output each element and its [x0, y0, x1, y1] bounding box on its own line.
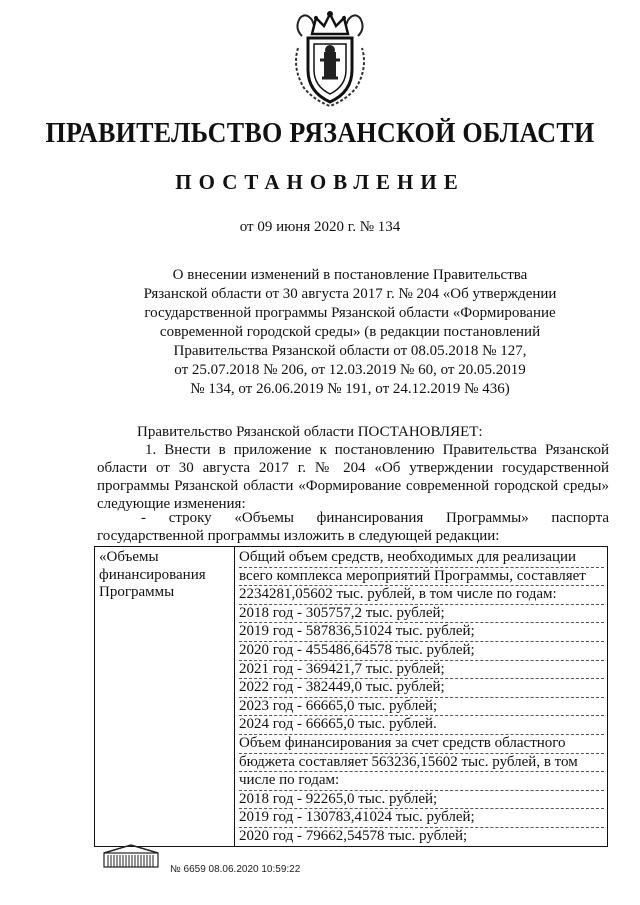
financing-value-cell [235, 547, 608, 847]
registration-stamp: № 6659 08.06.2020 10:59:22 [170, 864, 301, 875]
financing-label-cell [95, 547, 235, 847]
value-line: 2234281,05602 тыс. рублей, в том числе по годам: [239, 586, 604, 605]
label-line: Программы [99, 584, 175, 601]
item-1-text: 1. Внести в приложение к постановлению Правительства Рязанской области от 30 августа 2017 г. № 204 «Об утверждении государственной программы Рязанской области «Формирование современной городской среды» следующие изменения: [97, 442, 609, 512]
document-date-number: от 09 июня 2020 г. № 134 [239, 219, 401, 235]
item-1-subitem [97, 509, 609, 545]
value-line: Общий объем средств, необходимых для реализации [239, 549, 604, 568]
value-line: 2020 год - 455486,64578 тыс. рублей; [239, 642, 604, 661]
value-line: 2023 год - 66665,0 тыс. рублей; [239, 698, 604, 717]
table-row [95, 547, 608, 847]
organization-title: ПРАВИТЕЛЬСТВО РЯЗАНСКОЙ ОБЛАСТИ [45, 118, 595, 149]
value-line: всего комплекса мероприятий Программы, составляет [239, 568, 604, 587]
value-line: 2020 год - 79662,54578 тыс. рублей; [239, 827, 468, 844]
label-line: финансирования [99, 566, 206, 583]
value-line: 2019 год - 130783,41024 тыс. рублей; [239, 809, 604, 828]
value-line: Объем финансирования за счет средств областного [239, 735, 604, 754]
subitem-line: государственной программы изложить в следующей редакции: [97, 528, 500, 544]
coat-of-arms-icon [290, 8, 370, 108]
value-line: числе по годам: [239, 772, 604, 791]
subject-line: государственной программы Рязанской области «Формирование [144, 305, 556, 321]
value-line: 2018 год - 305757,2 тыс. рублей; [239, 605, 604, 624]
label-line: «Объемы [99, 549, 159, 565]
subject-line: О внесении изменений в постановление Правительства [172, 267, 528, 283]
financing-table [94, 546, 608, 847]
value-line: 2024 год - 66665,0 тыс. рублей. [239, 716, 604, 735]
preamble: Правительство Рязанской области ПОСТАНОВЛЯЕТ: [137, 424, 483, 440]
building-barcode-icon [100, 843, 162, 869]
value-line: 2019 год - 587836,51024 тыс. рублей; [239, 623, 604, 642]
subject-line: современной городской среды» (в редакции постановлений [159, 324, 541, 340]
value-line: бюджета составляет 563236,15602 тыс. рублей, в том [239, 754, 604, 773]
subject-line: Правительства Рязанской области от 08.05.2018 № 127, [173, 343, 527, 359]
value-line: 2021 год - 369421,7 тыс. рублей; [239, 661, 604, 680]
subject-line: № 134, от 26.06.2019 № 191, от 24.12.2019 № 436) [190, 381, 510, 397]
document-subject [138, 266, 562, 399]
subject-line: от 25.07.2018 № 206, от 12.03.2019 № 60, от 20.05.2019 [174, 362, 526, 378]
subject-line: Рязанской области от 30 августа 2017 г. № 204 «Об утверждении [143, 286, 557, 302]
item-1-paragraph [97, 441, 609, 513]
value-line: 2022 год - 382449,0 тыс. рублей; [239, 679, 604, 698]
subitem-line: - строку «Объемы финансирования Программы» паспорта [141, 510, 609, 526]
document-type: ПОСТАНОВЛЕНИЕ [175, 170, 465, 194]
value-line: 2018 год - 92265,0 тыс. рублей; [239, 791, 604, 810]
